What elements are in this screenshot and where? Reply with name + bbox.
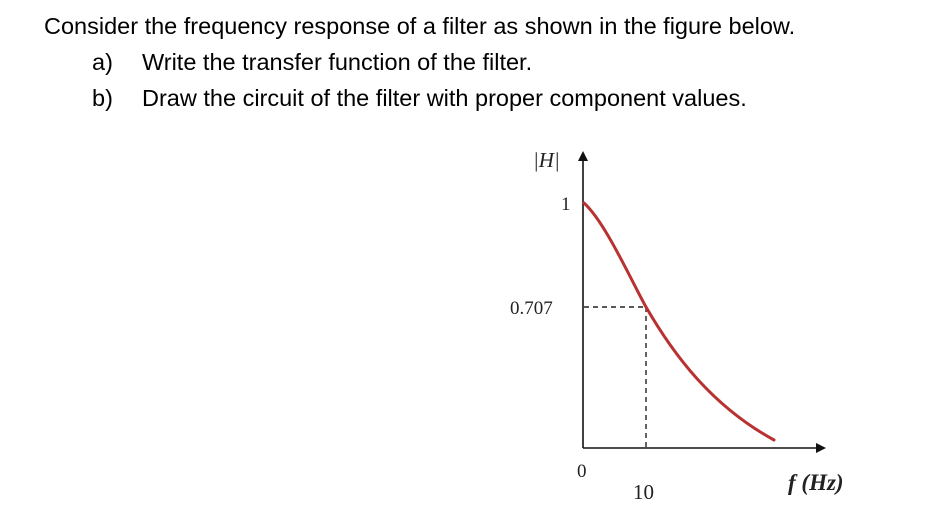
x-axis-label: f (Hz) bbox=[788, 470, 844, 495]
question-title: Consider the frequency response of a filter as shown in the figure below. bbox=[44, 13, 796, 39]
y-tick-label-1: 1 bbox=[561, 194, 571, 215]
part-a-marker: a) bbox=[92, 49, 113, 75]
part-a-text: Write the transfer function of the filter. bbox=[142, 49, 533, 75]
y-tick-label-0707: 0.707 bbox=[510, 298, 553, 319]
response-curve bbox=[584, 203, 774, 440]
x-tick-label-0: 0 bbox=[577, 461, 587, 482]
x-tick-label-10: 10 bbox=[633, 480, 654, 504]
part-b-marker: b) bbox=[92, 85, 113, 111]
y-axis-label: |H| bbox=[533, 148, 560, 172]
part-b-text: Draw the circuit of the filter with proper component values. bbox=[142, 85, 747, 111]
